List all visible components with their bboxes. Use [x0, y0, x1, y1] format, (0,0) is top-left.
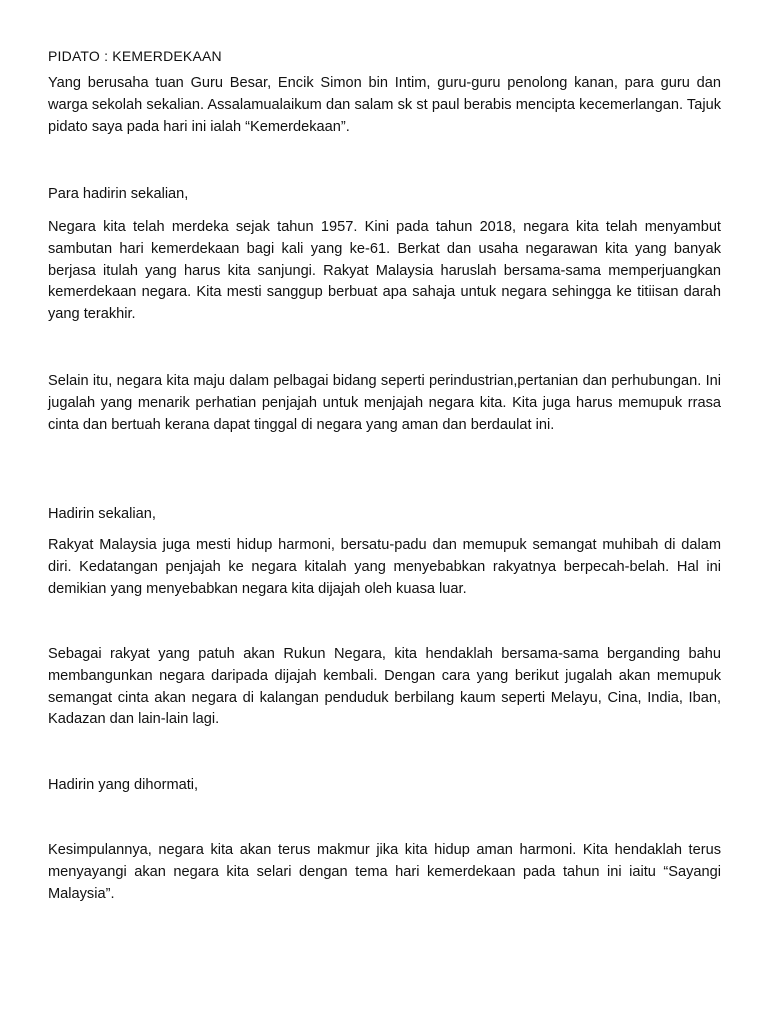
paragraph-harmony: Rakyat Malaysia juga mesti hidup harmoni, bersatu-padu dan memupuk semangat muhibah di dalam diri. Kedatangan penjajah ke negara kitalah yang menyebabkan rakyatnya berpecah-belah. Hal ini demikian yang menyebabkan negara kita dijajah oleh kuasa luar.	[48, 537, 721, 597]
greeting-hadirin-dihormati: Hadirin yang dihormati,	[48, 777, 199, 793]
greeting-para-hadirin: Para hadirin sekalian,	[48, 186, 189, 202]
paragraph-opening: Yang berusaha tuan Guru Besar, Encik Simon bin Intim, guru-guru penolong kanan, para guru dan warga sekolah sekalian. Assalamualaikum dan salam sk st paul berabis mencipta kecemerlangan. Tajuk pidato saya pada hari ini ialah “Kemerdekaan”.	[48, 75, 721, 135]
document-title: PIDATO : KEMERDEKAAN	[48, 48, 222, 64]
paragraph-rukun-negara: Sebagai rakyat yang patuh akan Rukun Negara, kita hendaklah bersama-sama berganding bahu membangunkan negara daripada dijajah kembali. Dengan cara yang berikut jugalah akan memupuk semangat cinta akan negara di kalangan penduduk berbilang kaum seperti Melayu, Cina, India, Iban, Kadazan dan lain-lain lagi.	[48, 646, 721, 728]
paragraph-development: Selain itu, negara kita maju dalam pelbagai bidang seperti perindustrian,pertanian dan perhubungan. Ini jugalah yang menarik perhatian penjajah untuk menjajah negara kita. Kita juga harus memupuk rrasa cinta dan bertuah kerana dapat tinggal di negara yang aman dan berdaulat ini.	[48, 373, 721, 433]
paragraph-conclusion: Kesimpulannya, negara kita akan terus makmur jika kita hidup aman harmoni. Kita hendaklah terus menyayangi akan negara kita selari dengan tema hari kemerdekaan pada tahun ini iaitu “Sayangi Malaysia”.	[48, 842, 721, 902]
paragraph-independence-history: Negara kita telah merdeka sejak tahun 1957. Kini pada tahun 2018, negara kita telah menyambut sambutan hari kemerdekaan bagi kali yang ke-61. Berkat dan usaha negarawan kita yang banyak berjasa itulah yang harus kita sanjungi. Rakyat Malaysia haruslah bersama-sama memperjuangkan kemerdekaan negara. Kita mesti sanggup berbuat apa sahaja untuk negara sehingga ke titiisan darah yang terakhir.	[48, 219, 721, 323]
greeting-hadirin: Hadirin sekalian,	[48, 506, 156, 522]
